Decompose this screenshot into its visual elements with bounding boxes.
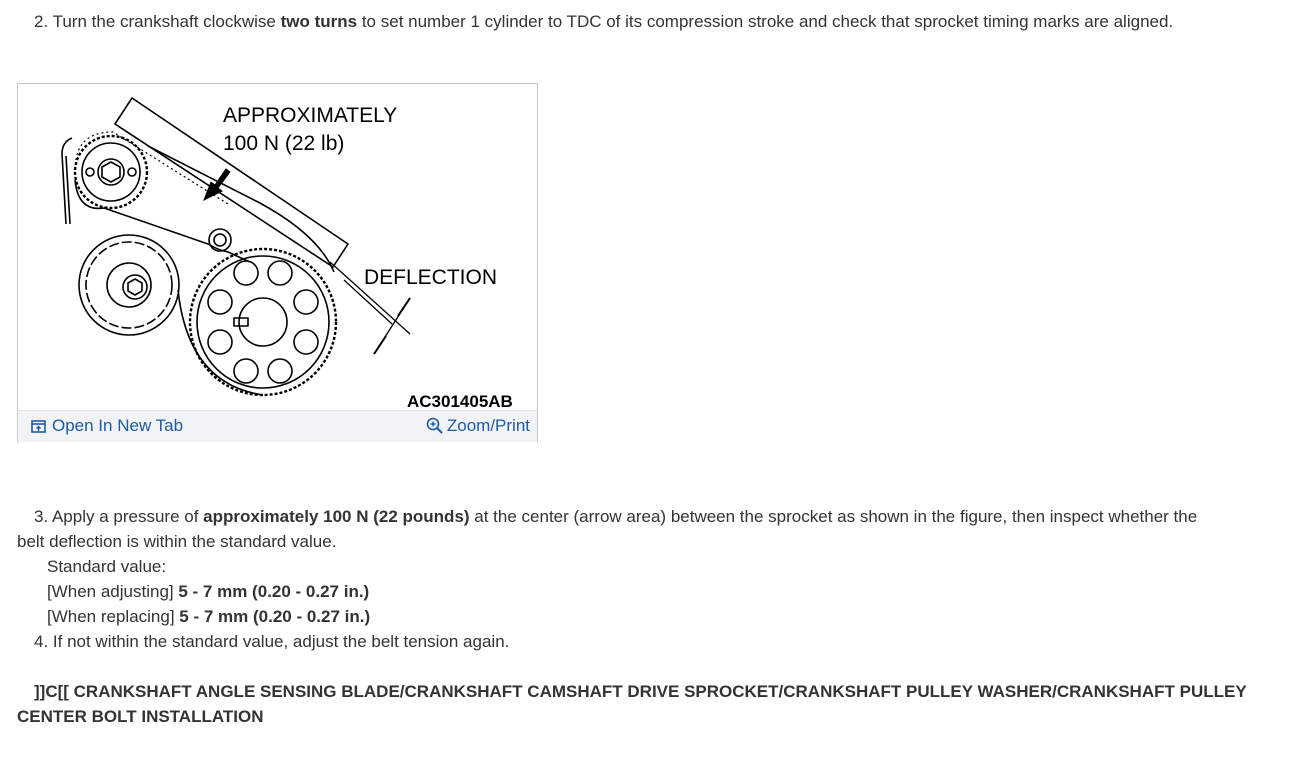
zoom-print-link[interactable] (426, 416, 530, 436)
next-section-heading: ]]C[[ CRANKSHAFT ANGLE SENSING BLADE/CRANKSHAFT CAMSHAFT DRIVE SPROCKET/CRANKSHAFT PULLEY WASHER/CRANKSHAFT PULLEY (34, 682, 1247, 701)
step-3-text (34, 504, 1197, 529)
standard-adjusting (47, 579, 369, 604)
label-force: 100 N (22 lb) (223, 132, 345, 155)
next-section-heading-line2: CENTER BOLT INSTALLATION (17, 707, 264, 726)
standard-replacing (47, 604, 370, 629)
step-3-prefix: 3. Apply a pressure of (34, 507, 204, 526)
replacing-label: [When replacing] (47, 607, 180, 626)
belt-tension-diagram[interactable] (18, 84, 537, 410)
figure-container (17, 83, 538, 442)
zoom-print-label: Zoom/Print (446, 416, 530, 435)
open-in-new-tab-label: Open In New Tab (52, 416, 184, 435)
step-2-suffix: to set number 1 cylinder to TDC of its compression stroke and check that sprocket timing marks are aligned. (357, 12, 1174, 31)
label-deflection: DEFLECTION (364, 266, 498, 289)
open-in-new-tab-link[interactable] (31, 416, 183, 436)
step-3-bold: approximately 100 N (22 pounds) (203, 507, 470, 526)
step-3-suffix: at the center (arrow area) between the sprocket as shown in the figure, then inspect whether the (469, 507, 1198, 526)
step-3-text-line2: belt deflection is within the standard value. (17, 532, 337, 551)
label-approximately: APPROXIMATELY (223, 104, 398, 127)
open-in-new-tab-icon (31, 420, 46, 433)
adjusting-label: [When adjusting] (47, 582, 179, 601)
step-2-prefix: 2. Turn the crankshaft clockwise (34, 12, 281, 31)
step-2-bold: two turns (280, 12, 358, 31)
figure-footer (18, 410, 537, 442)
figure-code: AC301405AB (407, 392, 513, 410)
replacing-value: 5 - 7 mm (0.20 - 0.27 in.) (179, 607, 371, 626)
standard-value-label: Standard value: (47, 557, 167, 576)
step-4-text: 4. If not within the standard value, adjust the belt tension again. (34, 632, 510, 651)
zoom-in-icon (426, 417, 444, 435)
adjusting-value: 5 - 7 mm (0.20 - 0.27 in.) (178, 582, 370, 601)
step-2-text (34, 9, 1173, 34)
